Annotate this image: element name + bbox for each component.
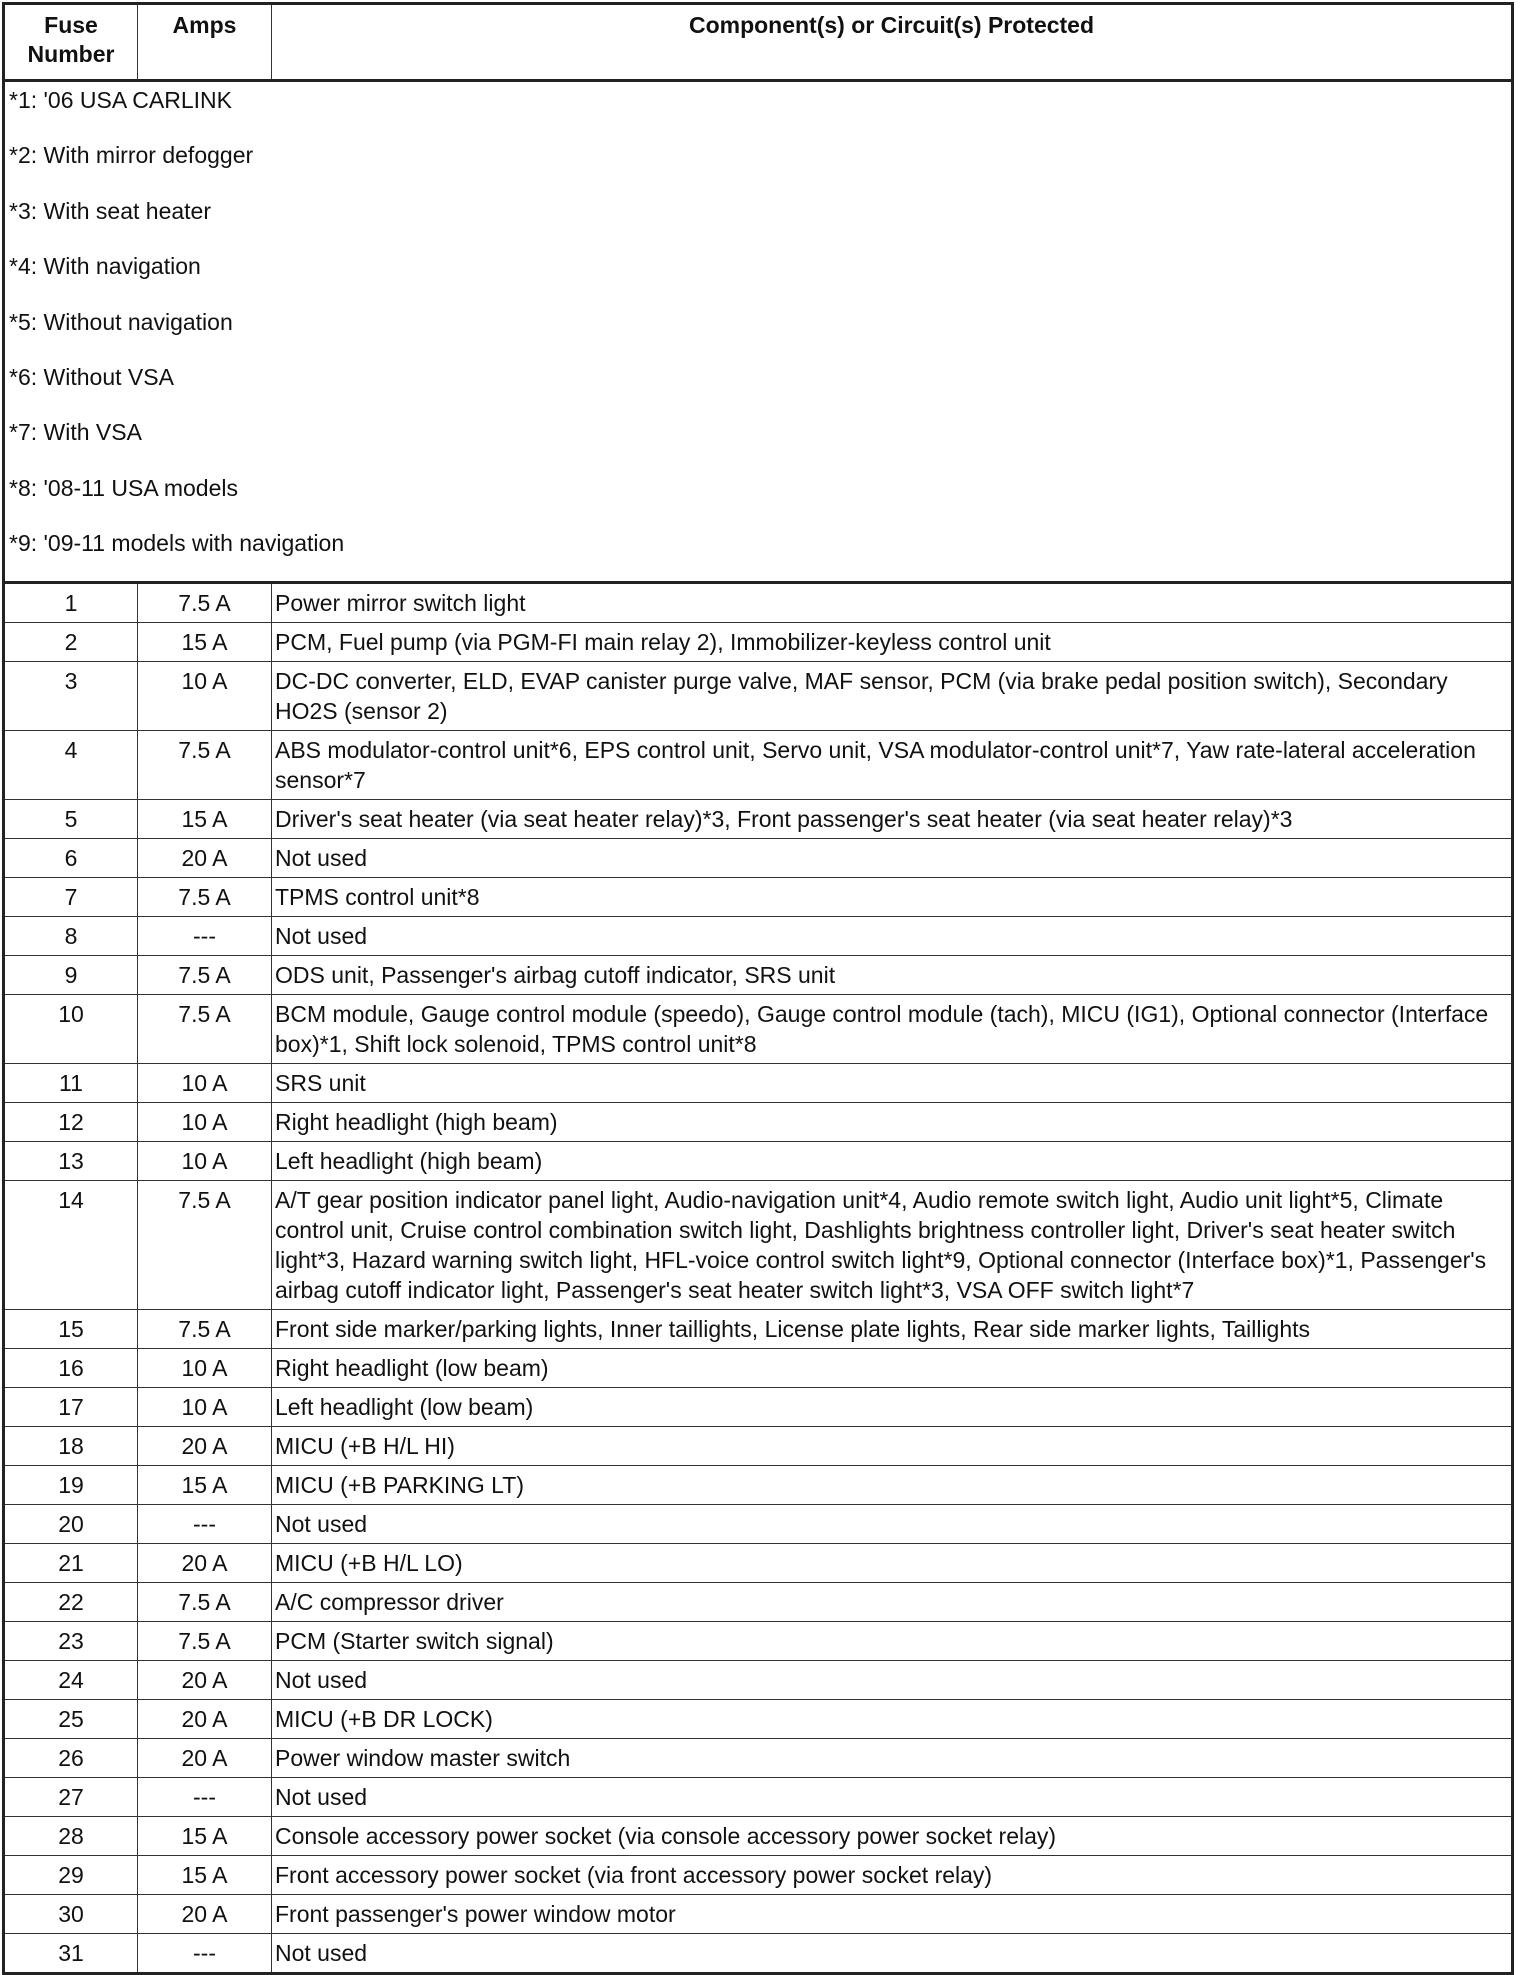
fuse-number-cell: 4 (4, 730, 138, 799)
component-cell: Front accessory power socket (via front accessory power socket relay) (272, 1855, 1513, 1894)
fuse-number-cell: 2 (4, 622, 138, 661)
amps-cell: 10 A (138, 1063, 272, 1102)
table-row (4, 838, 1513, 877)
footnote: *3: With seat heater (9, 197, 211, 224)
amps-cell: --- (138, 1777, 272, 1816)
component-cell: Power mirror switch light (272, 582, 1513, 622)
amps-cell: 7.5 A (138, 994, 272, 1063)
header-fuse-line2: Number (27, 41, 115, 67)
fuse-number-cell: 30 (4, 1894, 138, 1933)
amps-cell: 7.5 A (138, 1582, 272, 1621)
table-row (4, 1387, 1513, 1426)
fuse-number-cell: 6 (4, 838, 138, 877)
component-cell: Not used (272, 1933, 1513, 1973)
component-cell: ABS modulator-control unit*6, EPS control unit, Servo unit, VSA modulator-control unit*7, Yaw rate-lateral acceleration sensor*7 (272, 730, 1513, 799)
fuse-number-cell: 17 (4, 1387, 138, 1426)
amps-cell: 20 A (138, 1894, 272, 1933)
fuse-number-cell: 23 (4, 1621, 138, 1660)
table-row (4, 955, 1513, 994)
table-row (4, 1465, 1513, 1504)
fuse-number-cell: 21 (4, 1543, 138, 1582)
component-cell: BCM module, Gauge control module (speedo), Gauge control module (tach), MICU (IG1), Optional connector (Interface box)*1, Shift lock solenoid, TPMS control unit*8 (272, 994, 1513, 1063)
table-row (4, 1738, 1513, 1777)
component-cell: MICU (+B H/L HI) (272, 1426, 1513, 1465)
fuse-number-cell: 8 (4, 916, 138, 955)
header-fuse-line1: Fuse (44, 12, 98, 38)
table-row (4, 916, 1513, 955)
table-row (4, 1180, 1513, 1309)
component-cell: Front side marker/parking lights, Inner taillights, License plate lights, Rear side marker lights, Taillights (272, 1309, 1513, 1348)
header-row (4, 4, 1513, 81)
amps-cell: 10 A (138, 1348, 272, 1387)
table-row (4, 1309, 1513, 1348)
amps-cell: 15 A (138, 622, 272, 661)
fuse-number-cell: 28 (4, 1816, 138, 1855)
fuse-number-cell: 3 (4, 661, 138, 730)
fuse-number-cell: 15 (4, 1309, 138, 1348)
notes-row (4, 81, 1513, 583)
fuse-number-cell: 31 (4, 1933, 138, 1973)
fuse-number-cell: 12 (4, 1102, 138, 1141)
component-cell: Left headlight (high beam) (272, 1141, 1513, 1180)
fuse-number-cell: 14 (4, 1180, 138, 1309)
table-body (4, 81, 1513, 1974)
table-row (4, 1582, 1513, 1621)
amps-cell: 10 A (138, 1141, 272, 1180)
fuse-number-cell: 7 (4, 877, 138, 916)
fuse-number-cell: 19 (4, 1465, 138, 1504)
component-cell: MICU (+B PARKING LT) (272, 1465, 1513, 1504)
fuse-number-cell: 11 (4, 1063, 138, 1102)
table-row (4, 622, 1513, 661)
amps-cell: 7.5 A (138, 1621, 272, 1660)
fuse-number-cell: 16 (4, 1348, 138, 1387)
footnote: *4: With navigation (9, 253, 201, 280)
amps-cell: --- (138, 1504, 272, 1543)
component-cell: Power window master switch (272, 1738, 1513, 1777)
table-row (4, 1699, 1513, 1738)
amps-cell: --- (138, 916, 272, 955)
header-amps: Amps (138, 4, 272, 81)
component-cell: MICU (+B DR LOCK) (272, 1699, 1513, 1738)
table-row (4, 1348, 1513, 1387)
footnote: *8: '08-11 USA models (9, 474, 238, 501)
table-row (4, 799, 1513, 838)
footnote: *5: Without navigation (9, 308, 233, 335)
fuse-number-cell: 5 (4, 799, 138, 838)
table-row (4, 1816, 1513, 1855)
table-row (4, 1504, 1513, 1543)
amps-cell: 15 A (138, 1465, 272, 1504)
component-cell: PCM, Fuel pump (via PGM-FI main relay 2), Immobilizer-keyless control unit (272, 622, 1513, 661)
fuse-number-cell: 10 (4, 994, 138, 1063)
table-row (4, 1543, 1513, 1582)
amps-cell: 7.5 A (138, 955, 272, 994)
amps-cell: --- (138, 1933, 272, 1973)
fuse-number-cell: 25 (4, 1699, 138, 1738)
header-component: Component(s) or Circuit(s) Protected (272, 4, 1513, 81)
amps-cell: 20 A (138, 1426, 272, 1465)
amps-cell: 20 A (138, 1699, 272, 1738)
component-cell: ODS unit, Passenger's airbag cutoff indicator, SRS unit (272, 955, 1513, 994)
component-cell: Right headlight (high beam) (272, 1102, 1513, 1141)
fuse-number-cell: 9 (4, 955, 138, 994)
table-row (4, 1102, 1513, 1141)
fuse-number-cell: 26 (4, 1738, 138, 1777)
header-fuse-number (4, 4, 138, 81)
amps-cell: 15 A (138, 799, 272, 838)
footnote: *7: With VSA (9, 419, 142, 446)
fuse-number-cell: 18 (4, 1426, 138, 1465)
amps-cell: 20 A (138, 838, 272, 877)
component-cell: Driver's seat heater (via seat heater relay)*3, Front passenger's seat heater (via seat heater relay)*3 (272, 799, 1513, 838)
component-cell: Not used (272, 1660, 1513, 1699)
amps-cell: 7.5 A (138, 1180, 272, 1309)
fuse-number-cell: 1 (4, 582, 138, 622)
fuse-number-cell: 22 (4, 1582, 138, 1621)
component-cell: Not used (272, 838, 1513, 877)
component-cell: Not used (272, 1777, 1513, 1816)
table-row (4, 994, 1513, 1063)
table-row (4, 1141, 1513, 1180)
amps-cell: 7.5 A (138, 730, 272, 799)
footnote: *6: Without VSA (9, 363, 174, 390)
table-row (4, 1660, 1513, 1699)
table-row (4, 1855, 1513, 1894)
fuse-number-cell: 13 (4, 1141, 138, 1180)
table-row (4, 877, 1513, 916)
amps-cell: 7.5 A (138, 877, 272, 916)
table-row (4, 1621, 1513, 1660)
footnote: *2: With mirror defogger (9, 142, 254, 169)
table-row (4, 1894, 1513, 1933)
amps-cell: 20 A (138, 1738, 272, 1777)
amps-cell: 20 A (138, 1543, 272, 1582)
footnotes (4, 81, 1513, 583)
table-row (4, 1777, 1513, 1816)
fuse-table (2, 2, 1514, 1975)
table-row (4, 730, 1513, 799)
table-row (4, 582, 1513, 622)
amps-cell: 7.5 A (138, 1309, 272, 1348)
table-row (4, 1426, 1513, 1465)
component-cell: Not used (272, 1504, 1513, 1543)
amps-cell: 10 A (138, 661, 272, 730)
table-row (4, 661, 1513, 730)
component-cell: Left headlight (low beam) (272, 1387, 1513, 1426)
fuse-number-cell: 20 (4, 1504, 138, 1543)
amps-cell: 15 A (138, 1855, 272, 1894)
component-cell: Not used (272, 916, 1513, 955)
footnote: *1: '06 USA CARLINK (9, 87, 232, 113)
component-cell: TPMS control unit*8 (272, 877, 1513, 916)
component-cell: MICU (+B H/L LO) (272, 1543, 1513, 1582)
component-cell: Right headlight (low beam) (272, 1348, 1513, 1387)
fuse-number-cell: 29 (4, 1855, 138, 1894)
component-cell: DC-DC converter, ELD, EVAP canister purge valve, MAF sensor, PCM (via brake pedal position switch), Secondary HO2S (sensor 2) (272, 661, 1513, 730)
component-cell: PCM (Starter switch signal) (272, 1621, 1513, 1660)
amps-cell: 10 A (138, 1387, 272, 1426)
amps-cell: 20 A (138, 1660, 272, 1699)
amps-cell: 10 A (138, 1102, 272, 1141)
fuse-number-cell: 24 (4, 1660, 138, 1699)
amps-cell: 15 A (138, 1816, 272, 1855)
amps-cell: 7.5 A (138, 582, 272, 622)
fuse-number-cell: 27 (4, 1777, 138, 1816)
footnote: *9: '09-11 models with navigation (9, 530, 345, 557)
table-row (4, 1063, 1513, 1102)
component-cell: SRS unit (272, 1063, 1513, 1102)
table-row (4, 1933, 1513, 1973)
component-cell: Console accessory power socket (via console accessory power socket relay) (272, 1816, 1513, 1855)
component-cell: Front passenger's power window motor (272, 1894, 1513, 1933)
component-cell: A/T gear position indicator panel light, Audio-navigation unit*4, Audio remote switch light, Audio unit light*5, Climate control unit, Cruise control combination switch light, Dashlights brightness controller light, Driver's seat heater switch light*3, Hazard warning switch light, HFL-voice control switch light*9, Optional connector (Interface box)*1, Passenger's airbag cutoff indicator light, Passenger's seat heater switch light*3, VSA OFF switch light*7 (272, 1180, 1513, 1309)
component-cell: A/C compressor driver (272, 1582, 1513, 1621)
